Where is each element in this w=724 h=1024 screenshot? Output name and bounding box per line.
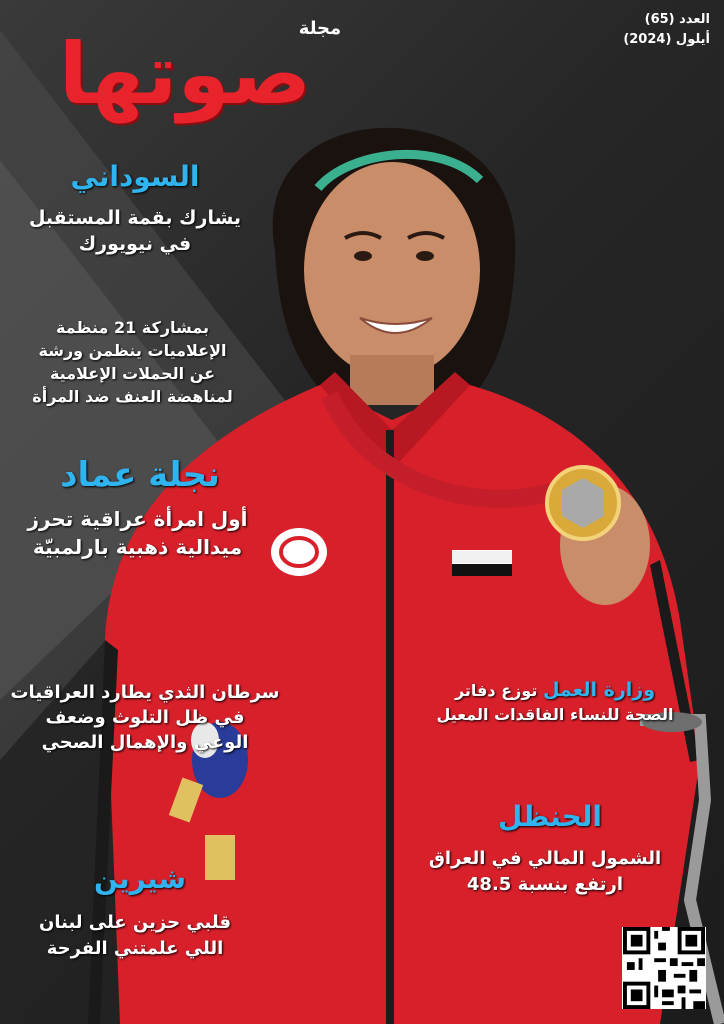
- headline-najla-text: أول امرأة عراقية تحرز ميدالية ذهبية بارلمبيّة: [27, 507, 248, 559]
- headline-najla-title: نجلة عماد: [60, 455, 220, 495]
- headline-labor-text: وزارة العمل توزع دفاتر الصحة للنساء الفاقدات المعيل: [436, 679, 674, 724]
- brand-prefix: مجلة: [298, 18, 342, 39]
- headline-sudani-text: يشارك بقمة المستقبل في نيويورك: [28, 207, 242, 255]
- headline-sherine-title: شيرين: [93, 862, 187, 895]
- issue-number: العدد (65): [644, 12, 710, 27]
- headline-sudani-title: السوداني: [70, 160, 200, 193]
- headline-cancer-text: سرطان الثدي يطارد العراقيات في ظل التلوث وضعف الوعي والإهمال الصحي: [10, 682, 280, 753]
- issue-date: أيلول (2024): [623, 32, 710, 47]
- headline-hanthal-title: الحنظل: [498, 800, 602, 833]
- brand-title: صوتها: [58, 25, 312, 123]
- qr-code-icon[interactable]: [622, 927, 706, 1009]
- issue-info: [610, 10, 710, 50]
- headline-labor-title: وزارة العمل: [542, 679, 656, 701]
- headline-workshop-text: بمشاركة 21 منظمة الإعلاميات ينظمن ورشة عن الحملات الإعلامية لمناهضة العنف ضد المرأة: [32, 318, 233, 406]
- headline-sherine-text: قلبي حزين على لبنان اللي علمتني الفرحة: [38, 912, 232, 959]
- headline-hanthal-text: الشمول المالي في العراق ارتفع بنسبة 48.5: [428, 848, 662, 895]
